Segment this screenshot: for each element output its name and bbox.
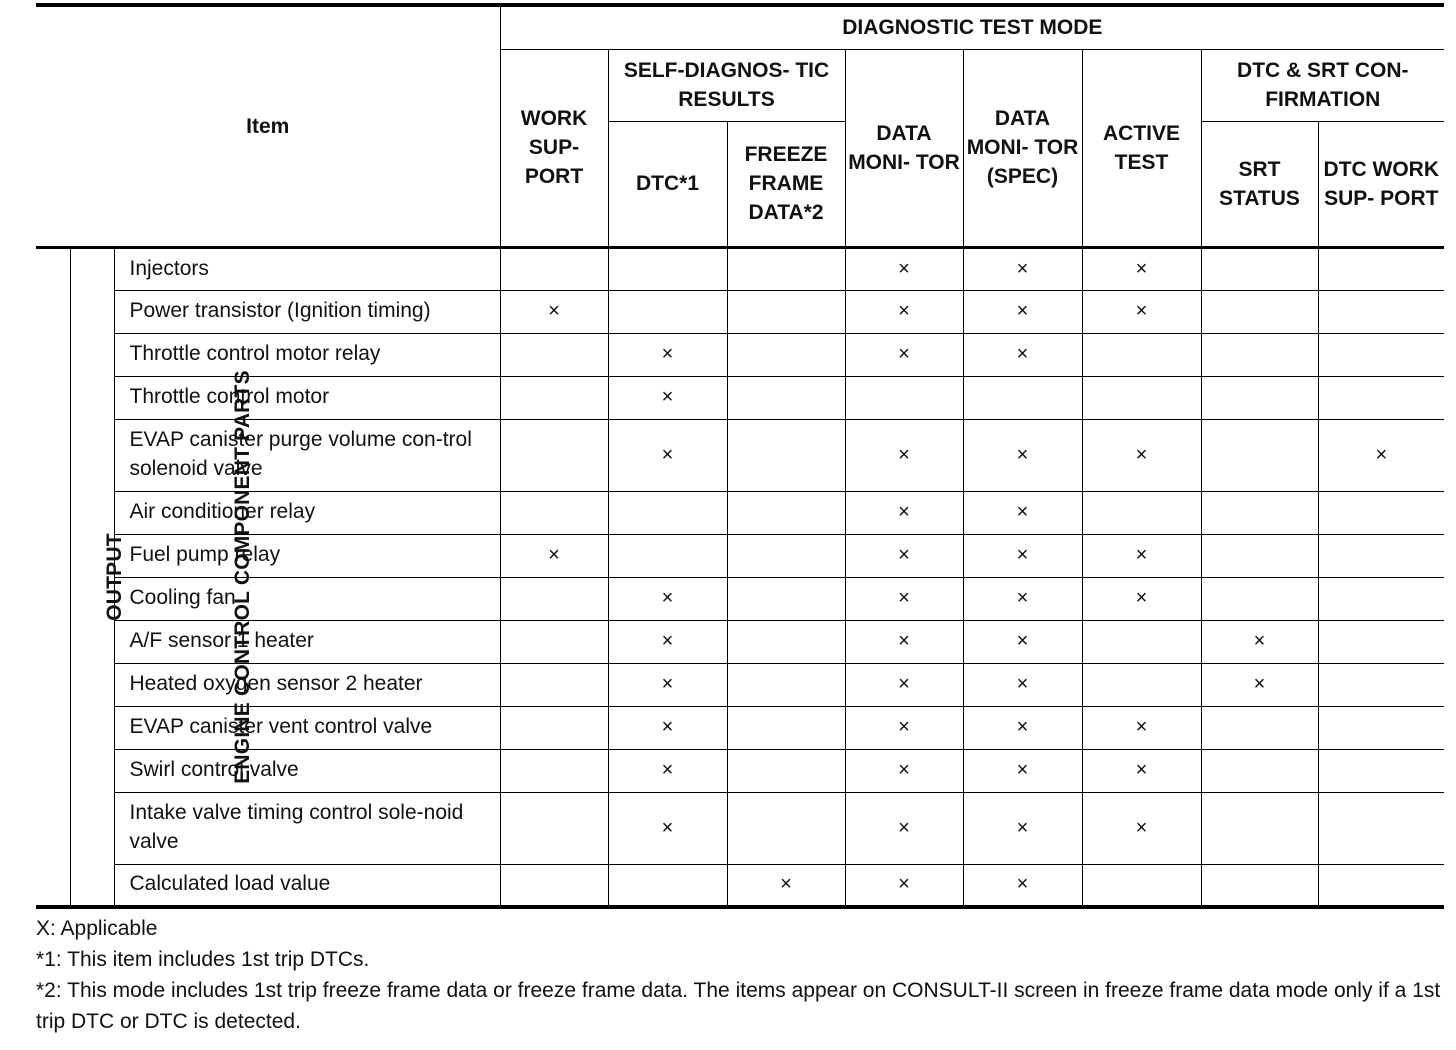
applicability-cell — [608, 247, 727, 290]
applicability-cell: × — [1082, 290, 1201, 333]
item-name: Swirl control valve — [114, 749, 500, 792]
diagnostic-mode-table — [36, 3, 1444, 909]
applicability-cell — [1318, 792, 1444, 864]
item-name: Power transistor (Ignition timing) — [114, 290, 500, 333]
item-name: Cooling fan — [114, 577, 500, 620]
applicability-cell: × — [1082, 792, 1201, 864]
applicability-cell: × — [608, 792, 727, 864]
applicability-cell — [727, 706, 845, 749]
item-name: Injectors — [114, 247, 500, 290]
applicability-cell: × — [1318, 419, 1444, 491]
footnote-2: *2: This mode includes 1st trip freeze frame data or freeze frame data. The items appear on CONSULT-II screen in freeze frame data mode only if a 1st trip DTC or DTC is detected. — [36, 979, 1441, 1033]
applicability-cell — [1318, 290, 1444, 333]
freeze-frame-data-header: FREEZE FRAME DATA*2 — [727, 121, 845, 247]
item-column-header: Item — [36, 5, 500, 247]
work-support-header: WORK SUP- PORT — [500, 49, 608, 247]
applicability-cell: × — [845, 290, 963, 333]
applicability-cell: × — [845, 663, 963, 706]
applicability-cell — [500, 247, 608, 290]
applicability-cell: × — [845, 534, 963, 577]
applicability-cell — [500, 419, 608, 491]
applicability-cell: × — [963, 333, 1082, 376]
applicability-cell: × — [727, 864, 845, 907]
applicability-cell — [727, 749, 845, 792]
applicability-cell — [1082, 620, 1201, 663]
item-name: A/F sensor 1 heater — [114, 620, 500, 663]
applicability-cell: × — [845, 333, 963, 376]
applicability-cell — [1318, 376, 1444, 419]
applicability-cell — [1201, 534, 1318, 577]
applicability-cell — [608, 864, 727, 907]
applicability-cell — [500, 376, 608, 419]
applicability-cell: × — [500, 290, 608, 333]
applicability-cell — [500, 620, 608, 663]
applicability-cell — [727, 792, 845, 864]
applicability-cell: × — [963, 247, 1082, 290]
applicability-cell: × — [608, 663, 727, 706]
item-name: EVAP canister purge volume con-trol solenoid valve — [114, 419, 500, 491]
applicability-cell — [963, 376, 1082, 419]
table-body — [36, 247, 1444, 907]
item-name: Intake valve timing control sole-noid valve — [114, 792, 500, 864]
item-name: Air conditioner relay — [114, 491, 500, 534]
output-label — [70, 247, 126, 907]
footnote-applicable: X: Applicable — [36, 917, 158, 940]
applicability-cell — [1201, 749, 1318, 792]
dtc-header: DTC*1 — [608, 121, 727, 247]
applicability-cell — [1318, 663, 1444, 706]
applicability-cell — [727, 419, 845, 491]
table-header — [36, 5, 1444, 247]
applicability-cell — [727, 620, 845, 663]
item-name: Calculated load value — [114, 864, 500, 907]
table-row — [36, 864, 1444, 907]
applicability-cell: × — [845, 577, 963, 620]
applicability-cell — [500, 333, 608, 376]
table-row — [36, 247, 1444, 290]
applicability-cell: × — [963, 491, 1082, 534]
applicability-cell — [500, 663, 608, 706]
applicability-cell — [608, 491, 727, 534]
group-label-text: ENGINE CONTROL COMPONENT PARTS — [230, 369, 254, 784]
applicability-cell — [1201, 247, 1318, 290]
self-diagnostic-results-header: SELF-DIAGNOS- TIC RESULTS — [608, 49, 845, 121]
item-name: Fuel pump relay — [114, 534, 500, 577]
applicability-cell: × — [963, 749, 1082, 792]
applicability-cell: × — [963, 792, 1082, 864]
applicability-cell — [1318, 864, 1444, 907]
data-monitor-spec-header: DATA MONI- TOR (SPEC) — [963, 49, 1082, 247]
applicability-cell — [1201, 864, 1318, 907]
applicability-cell — [1082, 491, 1201, 534]
applicability-cell: × — [608, 620, 727, 663]
applicability-cell: × — [608, 376, 727, 419]
applicability-cell: × — [845, 706, 963, 749]
srt-status-header: SRT STATUS — [1201, 121, 1318, 247]
applicability-cell — [1201, 376, 1318, 419]
applicability-cell — [1082, 333, 1201, 376]
applicability-cell — [1201, 792, 1318, 864]
applicability-cell: × — [1201, 620, 1318, 663]
applicability-cell: × — [1082, 706, 1201, 749]
applicability-cell: × — [963, 290, 1082, 333]
applicability-cell: × — [845, 247, 963, 290]
item-name: Heated oxygen sensor 2 heater — [114, 663, 500, 706]
applicability-cell: × — [963, 577, 1082, 620]
applicability-cell: × — [1082, 247, 1201, 290]
applicability-cell: × — [1082, 749, 1201, 792]
applicability-cell — [500, 749, 608, 792]
applicability-cell — [727, 290, 845, 333]
applicability-cell: × — [1082, 534, 1201, 577]
footnote-1: *1: This item includes 1st trip DTCs. — [36, 948, 370, 971]
subgroup-label-text: OUTPUT — [102, 532, 126, 621]
applicability-cell: × — [845, 491, 963, 534]
dtc-work-support-header: DTC WORK SUP- PORT — [1318, 121, 1444, 247]
applicability-cell — [1082, 663, 1201, 706]
applicability-cell — [845, 376, 963, 419]
diagnostic-test-mode-page — [36, 3, 1444, 1037]
applicability-cell: × — [963, 419, 1082, 491]
applicability-cell — [1318, 706, 1444, 749]
applicability-cell: × — [1082, 419, 1201, 491]
applicability-cell — [1082, 376, 1201, 419]
diagnostic-test-mode-header: DIAGNOSTIC TEST MODE — [500, 5, 1444, 49]
applicability-cell: × — [963, 663, 1082, 706]
applicability-cell — [500, 491, 608, 534]
applicability-cell: × — [845, 792, 963, 864]
applicability-cell — [727, 333, 845, 376]
applicability-cell — [1318, 534, 1444, 577]
applicability-cell: × — [845, 620, 963, 663]
applicability-cell — [500, 706, 608, 749]
applicability-cell — [500, 792, 608, 864]
applicability-cell — [1318, 247, 1444, 290]
applicability-cell — [1318, 749, 1444, 792]
table-row — [36, 290, 1444, 333]
applicability-cell — [727, 491, 845, 534]
applicability-cell: × — [608, 333, 727, 376]
applicability-cell: × — [608, 419, 727, 491]
applicability-cell: × — [500, 534, 608, 577]
applicability-cell — [1201, 491, 1318, 534]
item-name: Throttle control motor relay — [114, 333, 500, 376]
item-name: Throttle control motor — [114, 376, 500, 419]
applicability-cell — [608, 534, 727, 577]
applicability-cell — [1201, 577, 1318, 620]
data-monitor-header: DATA MONI- TOR — [845, 49, 963, 247]
applicability-cell — [727, 247, 845, 290]
applicability-cell: × — [1201, 663, 1318, 706]
applicability-cell — [727, 663, 845, 706]
applicability-cell: × — [845, 749, 963, 792]
applicability-cell — [727, 534, 845, 577]
applicability-cell — [1201, 290, 1318, 333]
item-name: EVAP canister vent control valve — [114, 706, 500, 749]
applicability-cell: × — [963, 620, 1082, 663]
applicability-cell: × — [845, 419, 963, 491]
applicability-cell — [500, 864, 608, 907]
applicability-cell: × — [845, 864, 963, 907]
applicability-cell — [1318, 620, 1444, 663]
applicability-cell — [608, 290, 727, 333]
applicability-cell: × — [608, 706, 727, 749]
applicability-cell: × — [963, 534, 1082, 577]
applicability-cell: × — [608, 749, 727, 792]
applicability-cell — [1318, 577, 1444, 620]
active-test-header: ACTIVE TEST — [1082, 49, 1201, 247]
footnotes — [36, 913, 1444, 1037]
table-row — [36, 792, 1444, 864]
applicability-cell: × — [1082, 577, 1201, 620]
dtc-srt-confirmation-header: DTC & SRT CON- FIRMATION — [1201, 49, 1444, 121]
applicability-cell — [1201, 706, 1318, 749]
applicability-cell — [1318, 491, 1444, 534]
applicability-cell — [727, 376, 845, 419]
applicability-cell — [1318, 333, 1444, 376]
applicability-cell — [1201, 419, 1318, 491]
applicability-cell — [727, 577, 845, 620]
applicability-cell: × — [963, 864, 1082, 907]
applicability-cell — [1082, 864, 1201, 907]
applicability-cell — [1201, 333, 1318, 376]
applicability-cell — [500, 577, 608, 620]
applicability-cell: × — [963, 706, 1082, 749]
applicability-cell: × — [608, 577, 727, 620]
